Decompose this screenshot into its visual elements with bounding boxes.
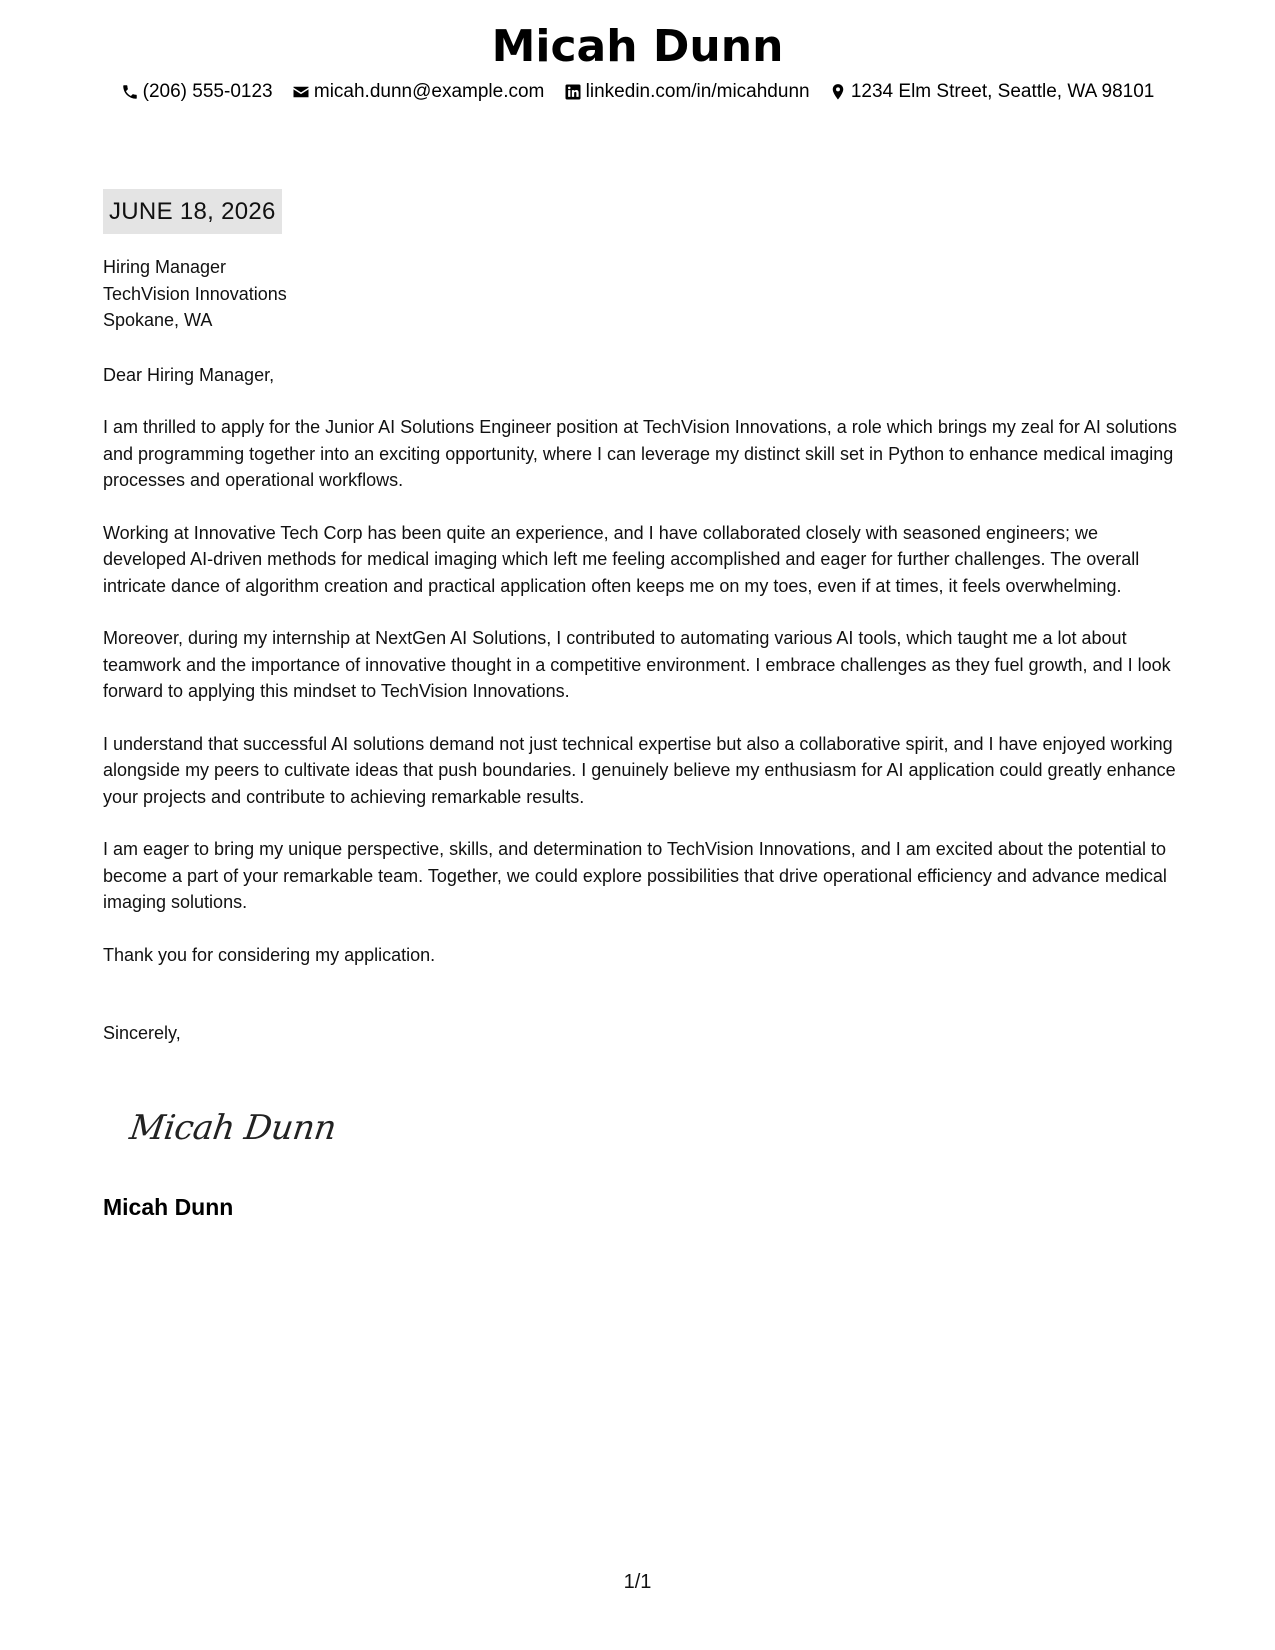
- recipient-location: Spokane, WA: [103, 310, 213, 330]
- paragraph: Thank you for considering my application.: [103, 944, 436, 965]
- letter-body: [103, 254, 1183, 1047]
- letter-date: JUNE 18, 2026: [103, 189, 282, 234]
- contact-email[interactable]: [292, 80, 545, 104]
- applicant-name: Micah Dunn: [491, 21, 784, 72]
- paragraph: I am thrilled to apply for the Junior AI Solutions Engineer position at TechVision Innovations, a role which brings my zeal for AI solutions and programming together into an exciting opportunity, where I can leverage my distinct skill set in Python to enhance medical imaging processes and operational workflows.: [103, 417, 1177, 490]
- contact-info: [0, 80, 1275, 108]
- phone-icon: [121, 83, 139, 101]
- paragraph: Moreover, during my internship at NextGen AI Solutions, I contributed to automating various AI tools, which taught me a lot about teamwork and the importance of innovative thought in a competitive environment. I embrace challenges as they fuel growth, and I look forward to applying this mindset to TechVision Innovations.: [103, 628, 1171, 701]
- phone-text: (206) 555-0123: [142, 81, 273, 102]
- salutation: Dear Hiring Manager,: [103, 364, 275, 385]
- contact-phone[interactable]: [121, 80, 273, 104]
- closing: Sincerely,: [103, 1023, 181, 1043]
- signed-name: Micah Dunn: [103, 1194, 234, 1220]
- envelope-icon: [292, 83, 310, 101]
- paragraph: I am eager to bring my unique perspective, skills, and determination to TechVision Innovations, and I am excited about the potential to become a part of your remarkable team. Together, we could explore possibilities that drive operational efficiency and advance medical imaging solutions.: [103, 839, 1167, 912]
- contact-linkedin[interactable]: [564, 80, 810, 104]
- signature-text: Micah Dunn: [127, 1108, 339, 1148]
- letter-header: [0, 18, 1275, 76]
- paragraph: Working at Innovative Tech Corp has been quite an experience, and I have collaborated closely with seasoned engineers; we developed AI-driven methods for medical imaging which left me feeling accomplished and eager for further challenges. The overall intricate dance of algorithm creation and practical application often keeps me on my toes, even if at times, it feels overwhelming.: [103, 522, 1140, 596]
- handwritten-signature: [127, 1108, 350, 1164]
- email-text: micah.dunn@example.com: [313, 81, 545, 102]
- contact-address: [829, 80, 1154, 104]
- recipient-block: [103, 254, 1183, 334]
- recipient-company: TechVision Innovations: [103, 283, 287, 304]
- recipient-title: Hiring Manager: [103, 257, 227, 277]
- address-text: 1234 Elm Street, Seattle, WA 98101: [850, 81, 1155, 102]
- page-number: 1/1: [623, 1571, 652, 1593]
- linkedin-text: linkedin.com/in/micahdunn: [585, 81, 810, 102]
- linkedin-icon: [564, 83, 582, 101]
- paragraph: I understand that successful AI solutions demand not just technical expertise but also a collaborative spirit, and I have enjoyed working alongside my peers to cultivate ideas that push boundaries. I genuinely believe my enthusiasm for AI application could greatly enhance your projects and contribute to achieving remarkable results.: [103, 733, 1176, 807]
- map-marker-icon: [829, 83, 847, 101]
